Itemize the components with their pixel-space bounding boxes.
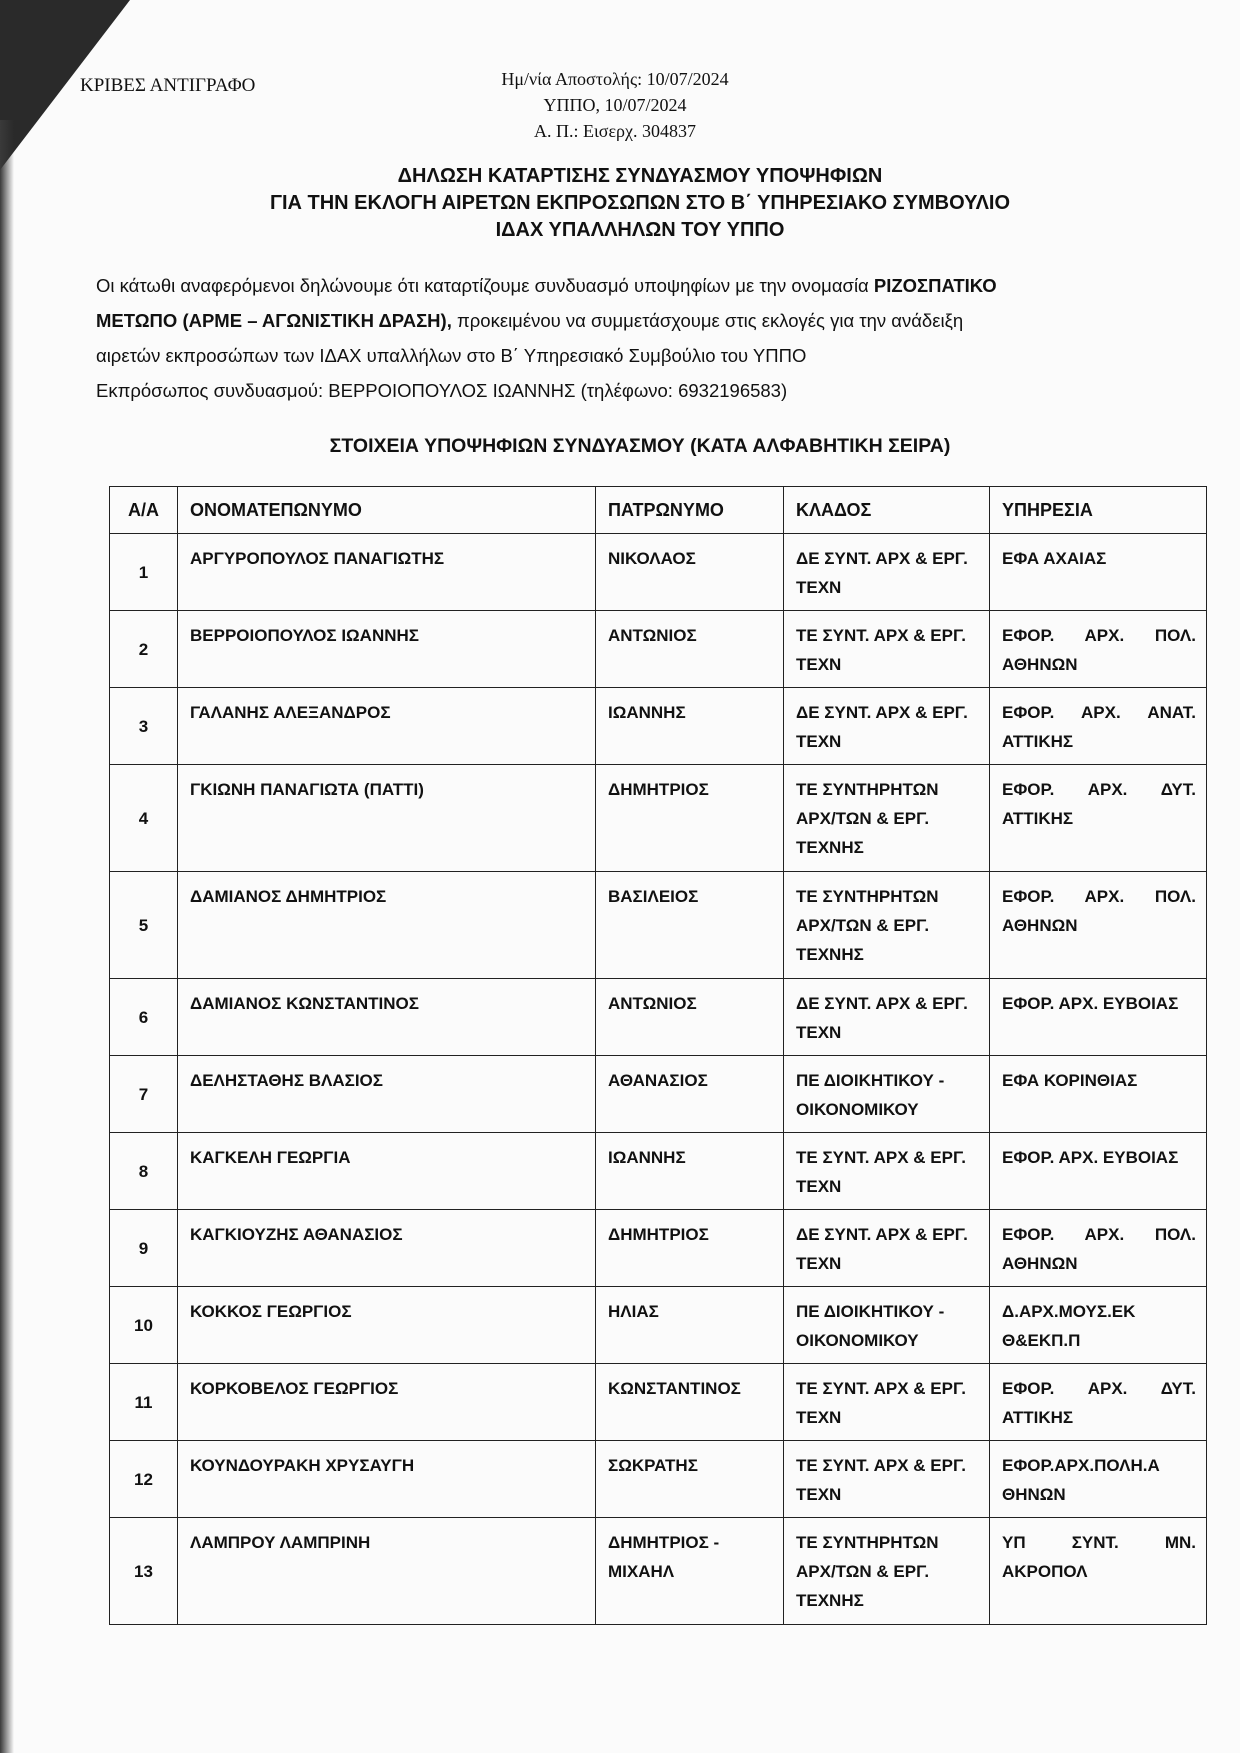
cell-father: ΗΛΙΑΣ — [596, 1287, 784, 1364]
cell-branch: ΤΕ ΣΥΝΤ. ΑΡΧ & ΕΡΓ. ΤΕΧΝ — [784, 1133, 990, 1210]
col-header-father: ΠΑΤΡΩΝΥΜΟ — [596, 487, 784, 534]
col-header-branch: ΚΛΑΔΟΣ — [784, 487, 990, 534]
cell-aa: 1 — [110, 534, 178, 611]
cell-branch: ΔΕ ΣΥΝΤ. ΑΡΧ & ΕΡΓ. ΤΕΧΝ — [784, 979, 990, 1056]
table-row — [110, 1056, 1207, 1133]
table-row — [110, 979, 1207, 1056]
cell-father: ΒΑΣΙΛΕΙΟΣ — [596, 872, 784, 979]
table-row — [110, 688, 1207, 765]
table-row — [110, 872, 1207, 979]
cell-service: ΕΦΟΡ. ΑΡΧ. ΔΥΤ. ΑΤΤΙΚΗΣ — [990, 765, 1207, 872]
cell-aa: 8 — [110, 1133, 178, 1210]
declaration-text — [96, 268, 1208, 408]
table-row — [110, 1210, 1207, 1287]
cell-branch: ΔΕ ΣΥΝΤ. ΑΡΧ & ΕΡΓ. ΤΕΧΝ — [784, 534, 990, 611]
title-line-1: ΔΗΛΩΣΗ ΚΑΤΑΡΤΙΣΗΣ ΣΥΝΔΥΑΣΜΟΥ ΥΠΟΨΗΦΙΩΝ — [397, 165, 883, 187]
ministry-date: ΥΠΠΟ, 10/07/2024 — [543, 95, 687, 115]
intro-line-3: αιρετών εκπροσώπων των ΙΔΑΧ υπαλλήλων στο Β΄ Υπηρεσιακό Συμβούλιο του ΥΠΠΟ — [96, 345, 807, 366]
cell-name: ΑΡΓΥΡΟΠΟΥΛΟΣ ΠΑΝΑΓΙΩΤΗΣ — [178, 534, 596, 611]
cell-father: ΝΙΚΟΛΑΟΣ — [596, 534, 784, 611]
sent-date: Ημ/νία Αποστολής: 10/07/2024 — [501, 69, 729, 89]
cell-father: ΑΝΤΩΝΙΟΣ — [596, 611, 784, 688]
cell-father: ΔΗΜΗΤΡΙΟΣ — [596, 765, 784, 872]
intro-line-1 — [96, 268, 1208, 303]
cell-aa: 6 — [110, 979, 178, 1056]
cell-service: ΥΠ ΣΥΝΤ. ΜΝ. ΑΚΡΟΠΟΛ — [990, 1518, 1207, 1625]
cell-aa: 9 — [110, 1210, 178, 1287]
cell-aa: 12 — [110, 1441, 178, 1518]
cell-aa: 7 — [110, 1056, 178, 1133]
cell-branch: ΤΕ ΣΥΝΤΗΡΗΤΩΝ ΑΡΧ/ΤΩΝ & ΕΡΓ. ΤΕΧΝΗΣ — [784, 1518, 990, 1625]
table-body — [110, 534, 1207, 1625]
cell-branch: ΔΕ ΣΥΝΤ. ΑΡΧ & ΕΡΓ. ΤΕΧΝ — [784, 688, 990, 765]
cell-service: ΕΦΟΡ. ΑΡΧ. ΕΥΒΟΙΑΣ — [990, 1133, 1207, 1210]
cell-branch: ΠΕ ΔΙΟΙΚΗΤΙΚΟΥ - ΟΙΚΟΝΟΜΙΚΟΥ — [784, 1056, 990, 1133]
cell-service: ΕΦΟΡ. ΑΡΧ. ΕΥΒΟΙΑΣ — [990, 979, 1207, 1056]
cell-name: ΚΟΡΚΟΒΕΛΟΣ ΓΕΩΡΓΙΟΣ — [178, 1364, 596, 1441]
cell-service: Δ.ΑΡΧ.ΜΟΥΣ.ΕΚ Θ&ΕΚΠ.Π — [990, 1287, 1207, 1364]
cell-name: ΓΚΙΩΝΗ ΠΑΝΑΓΙΩΤΑ (ΠΑΤΤΙ) — [178, 765, 596, 872]
cell-father: ΔΗΜΗΤΡΙΟΣ — [596, 1210, 784, 1287]
table-row — [110, 1287, 1207, 1364]
table-row — [110, 1518, 1207, 1625]
intro-text: Οι κάτωθι αναφερόμενοι δηλώνουμε ότι καταρτίζουμε συνδυασμό υποψηφίων με την ονομασία — [96, 275, 874, 296]
cell-name: ΚΟΚΚΟΣ ΓΕΩΡΓΙΟΣ — [178, 1287, 596, 1364]
representative-line: Εκπρόσωπος συνδυασμού: ΒΕΡΡΟΙΟΠΟΥΛΟΣ ΙΩΑΝΝΗΣ (τηλέφωνο: 6932196583) — [96, 380, 788, 401]
cell-name: ΚΟΥΝΔΟΥΡΑΚΗ ΧΡΥΣΑΥΓΗ — [178, 1441, 596, 1518]
cell-father: ΑΝΤΩΝΙΟΣ — [596, 979, 784, 1056]
title-line-3: ΙΔΑΧ ΥΠΑΛΛΗΛΩΝ ΤΟΥ ΥΠΠΟ — [495, 219, 785, 241]
table-row — [110, 1133, 1207, 1210]
cell-branch: ΤΕ ΣΥΝΤΗΡΗΤΩΝ ΑΡΧ/ΤΩΝ & ΕΡΓ. ΤΕΧΝΗΣ — [784, 765, 990, 872]
copy-stamp: ΚΡΙΒΕΣ ΑΝΤΙΓΡΑΦΟ — [80, 75, 256, 96]
col-header-aa: Α/Α — [110, 487, 178, 534]
protocol-number: Α. Π.: Εισερχ. 304837 — [533, 121, 697, 141]
cell-name: ΒΕΡΡΟΙΟΠΟΥΛΟΣ ΙΩΑΝΝΗΣ — [178, 611, 596, 688]
cell-name: ΚΑΓΚΙΟΥΖΗΣ ΑΘΑΝΑΣΙΟΣ — [178, 1210, 596, 1287]
cell-father: ΔΗΜΗΤΡΙΟΣ - ΜΙΧΑΗΛ — [596, 1518, 784, 1625]
intro-text: προκειμένου να συμμετάσχουμε στις εκλογές για την ανάδειξη — [451, 310, 964, 331]
scan-edge-shadow — [0, 120, 14, 1753]
table-row — [110, 765, 1207, 872]
cell-branch: ΤΕ ΣΥΝΤ. ΑΡΧ & ΕΡΓ. ΤΕΧΝ — [784, 611, 990, 688]
table-row — [110, 534, 1207, 611]
cell-service: ΕΦΟΡ.ΑΡΧ.ΠΟΛΗ.Α ΘΗΝΩΝ — [990, 1441, 1207, 1518]
cell-branch: ΔΕ ΣΥΝΤ. ΑΡΧ & ΕΡΓ. ΤΕΧΝ — [784, 1210, 990, 1287]
cell-father: ΙΩΑΝΝΗΣ — [596, 1133, 784, 1210]
cell-father: ΑΘΑΝΑΣΙΟΣ — [596, 1056, 784, 1133]
cell-name: ΓΑΛΑΝΗΣ ΑΛΕΞΑΝΔΡΟΣ — [178, 688, 596, 765]
cell-name: ΔΑΜΙΑΝΟΣ ΚΩΝΣΤΑΝΤΙΝΟΣ — [178, 979, 596, 1056]
table-row — [110, 1441, 1207, 1518]
section-title: ΣΤΟΙΧΕΙΑ ΥΠΟΨΗΦΙΩΝ ΣΥΝΔΥΑΣΜΟΥ (ΚΑΤΑ ΑΛΦΑΒΗΤΙΚΗ ΣΕΙΡΑ) — [329, 435, 951, 457]
cell-name: ΚΑΓΚΕΛΗ ΓΕΩΡΓΙΑ — [178, 1133, 596, 1210]
cell-branch: ΤΕ ΣΥΝΤ. ΑΡΧ & ΕΡΓ. ΤΕΧΝ — [784, 1364, 990, 1441]
cell-father: ΚΩΝΣΤΑΝΤΙΝΟΣ — [596, 1364, 784, 1441]
cell-aa: 4 — [110, 765, 178, 872]
submission-meta — [420, 66, 810, 144]
candidates-table — [109, 486, 1207, 1625]
col-header-name: ΟΝΟΜΑΤΕΠΩΝΥΜΟ — [178, 487, 596, 534]
cell-service: ΕΦΟΡ. ΑΡΧ. ΠΟΛ. ΑΘΗΝΩΝ — [990, 1210, 1207, 1287]
cell-aa: 5 — [110, 872, 178, 979]
cell-name: ΛΑΜΠΡΟΥ ΛΑΜΠΡΙΝΗ — [178, 1518, 596, 1625]
cell-aa: 2 — [110, 611, 178, 688]
title-line-2: ΓΙΑ ΤΗΝ ΕΚΛΟΓΗ ΑΙΡΕΤΩΝ ΕΚΠΡΟΣΩΠΩΝ ΣΤΟ Β΄ ΥΠΗΡΕΣΙΑΚΟ ΣΥΜΒΟΥΛΙΟ — [269, 192, 1011, 214]
cell-aa: 13 — [110, 1518, 178, 1625]
document-title — [200, 163, 1080, 244]
cell-branch: ΠΕ ΔΙΟΙΚΗΤΙΚΟΥ - ΟΙΚΟΝΟΜΙΚΟΥ — [784, 1287, 990, 1364]
cell-father: ΙΩΑΝΝΗΣ — [596, 688, 784, 765]
cell-service: ΕΦΑ ΚΟΡΙΝΘΙΑΣ — [990, 1056, 1207, 1133]
table-row — [110, 1364, 1207, 1441]
cell-aa: 10 — [110, 1287, 178, 1364]
cell-aa: 11 — [110, 1364, 178, 1441]
table-header-row — [110, 487, 1207, 534]
cell-service: ΕΦΟΡ. ΑΡΧ. ΑΝΑΤ. ΑΤΤΙΚΗΣ — [990, 688, 1207, 765]
intro-line-2 — [96, 303, 1208, 338]
cell-service: ΕΦΟΡ. ΑΡΧ. ΔΥΤ. ΑΤΤΙΚΗΣ — [990, 1364, 1207, 1441]
cell-name: ΔΑΜΙΑΝΟΣ ΔΗΜΗΤΡΙΟΣ — [178, 872, 596, 979]
cell-father: ΣΩΚΡΑΤΗΣ — [596, 1441, 784, 1518]
coalition-name-part: ΡΙΖΟΣΠΑΤΙΚΟ — [873, 275, 997, 296]
cell-service: ΕΦΟΡ. ΑΡΧ. ΠΟΛ. ΑΘΗΝΩΝ — [990, 872, 1207, 979]
cell-branch: ΤΕ ΣΥΝΤΗΡΗΤΩΝ ΑΡΧ/ΤΩΝ & ΕΡΓ. ΤΕΧΝΗΣ — [784, 872, 990, 979]
cell-name: ΔΕΛΗΣΤΑΘΗΣ ΒΛΑΣΙΟΣ — [178, 1056, 596, 1133]
cell-aa: 3 — [110, 688, 178, 765]
cell-service: ΕΦΟΡ. ΑΡΧ. ΠΟΛ. ΑΘΗΝΩΝ — [990, 611, 1207, 688]
cell-branch: ΤΕ ΣΥΝΤ. ΑΡΧ & ΕΡΓ. ΤΕΧΝ — [784, 1441, 990, 1518]
table-row — [110, 611, 1207, 688]
cell-service: ΕΦΑ ΑΧΑΙΑΣ — [990, 534, 1207, 611]
coalition-name-part: ΜΕΤΩΠΟ (ΑΡΜΕ – ΑΓΩΝΙΣΤΙΚΗ ΔΡΑΣΗ), — [96, 310, 452, 331]
col-header-service: ΥΠΗΡΕΣΙΑ — [990, 487, 1207, 534]
